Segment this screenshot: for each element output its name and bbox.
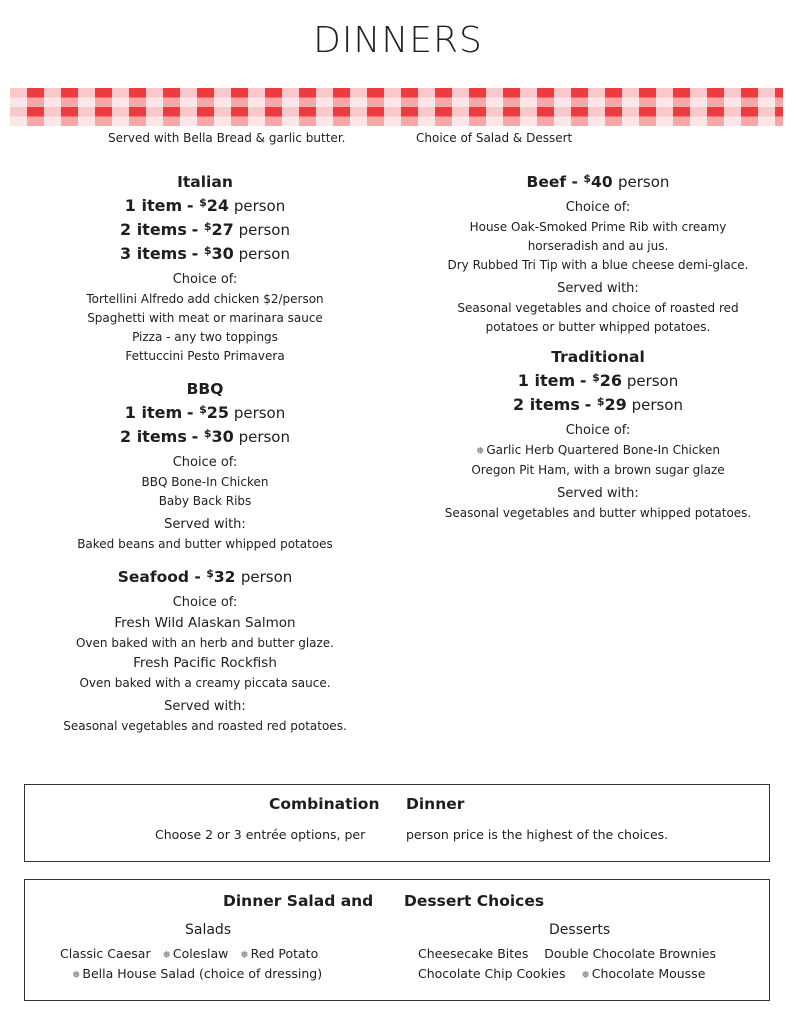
beef-served: potatoes or butter whipped potatoes. bbox=[485, 320, 711, 334]
italian-item: Fettuccini Pesto Primavera bbox=[125, 349, 285, 363]
seafood-served: Seasonal vegetables and roasted red potatoes. bbox=[63, 719, 347, 733]
salads-row-2 bbox=[72, 966, 322, 981]
italian-price-1: 1 item - $24 person bbox=[124, 196, 286, 215]
italian-item: Tortellini Alfredo add chicken $2/person bbox=[86, 292, 324, 306]
bbq-choice-label: Choice of: bbox=[172, 455, 238, 470]
desserts-label: Desserts bbox=[549, 922, 611, 938]
italian-item: Spaghetti with meat or marinara sauce bbox=[87, 311, 323, 325]
seafood-option-name: Fresh Wild Alaskan Salmon bbox=[114, 615, 296, 631]
seafood-heading: Seafood - $32 person bbox=[117, 567, 293, 586]
dessert-item: Chocolate Mousse bbox=[591, 966, 706, 981]
right-column bbox=[400, 171, 796, 523]
seafood-served-label: Served with: bbox=[164, 699, 246, 714]
beef-served-label: Served with: bbox=[557, 281, 639, 296]
italian-item: Pizza - any two toppings bbox=[132, 330, 278, 344]
traditional-item: Oregon Pit Ham, with a brown sugar glaze bbox=[471, 463, 725, 477]
beef-item: Dry Rubbed Tri Tip with a blue cheese demi-glace. bbox=[447, 258, 749, 272]
dessert-item: Chocolate Chip Cookies bbox=[418, 966, 566, 981]
traditional-heading: Traditional bbox=[551, 348, 645, 366]
traditional-choice-label: Choice of: bbox=[565, 423, 631, 438]
italian-heading: Italian bbox=[177, 173, 233, 191]
desserts-row-1 bbox=[418, 946, 716, 961]
traditional-served-label: Served with: bbox=[557, 486, 639, 501]
snowflake-icon: ❅ bbox=[240, 950, 249, 961]
bbq-item: BBQ Bone-In Chicken bbox=[141, 475, 269, 489]
page-title: DINNERS bbox=[313, 20, 483, 61]
intro-right: Choice of Salad & Dessert bbox=[416, 131, 573, 145]
left-column bbox=[20, 171, 390, 736]
beef-served: Seasonal vegetables and choice of roasted red bbox=[457, 301, 739, 315]
combination-box bbox=[24, 784, 770, 862]
salad-item: Bella House Salad (choice of dressing) bbox=[82, 966, 323, 981]
snowflake-icon: ❅ bbox=[581, 970, 590, 981]
seafood-choice-label: Choice of: bbox=[172, 595, 238, 610]
traditional-price-2: 2 items - $29 person bbox=[512, 395, 683, 414]
traditional-served: Seasonal vegetables and butter whipped potatoes. bbox=[444, 506, 752, 520]
seafood-option-desc: Oven baked with an herb and butter glaze. bbox=[75, 636, 334, 650]
dessert-item: Double Chocolate Brownies bbox=[544, 946, 716, 961]
beef-item: horseradish and au jus. bbox=[527, 239, 669, 253]
dessert-item: Cheesecake Bites bbox=[418, 946, 529, 961]
traditional-item: ❅ Garlic Herb Quartered Bone-In Chicken bbox=[475, 443, 720, 457]
combination-heading-b: Dinner bbox=[406, 795, 465, 813]
italian-price-3: 3 items - $30 person bbox=[119, 244, 290, 263]
intro-left: Served with Bella Bread & garlic butter. bbox=[108, 131, 346, 145]
salad-dessert-box bbox=[24, 879, 770, 1001]
combination-heading-a: Combination bbox=[269, 795, 380, 813]
salad-dessert-heading-b: Dessert Choices bbox=[404, 892, 545, 910]
salads-label: Salads bbox=[185, 922, 232, 938]
checkered-banner bbox=[10, 88, 783, 126]
seafood-option-name: Fresh Pacific Rockfish bbox=[133, 655, 277, 671]
italian-price-2: 2 items - $27 person bbox=[119, 220, 290, 239]
snowflake-icon: ❅ bbox=[72, 970, 81, 981]
salad-dessert-heading-a: Dinner Salad and bbox=[223, 892, 374, 910]
salad-item: Red Potato bbox=[250, 946, 319, 961]
bbq-served-label: Served with: bbox=[164, 517, 246, 532]
beef-choice-label: Choice of: bbox=[565, 200, 631, 215]
italian-choice-label: Choice of: bbox=[172, 272, 238, 287]
traditional-price-1: 1 item - $26 person bbox=[517, 371, 679, 390]
seafood-option-desc: Oven baked with a creamy piccata sauce. bbox=[79, 676, 331, 690]
combination-text-a: Choose 2 or 3 entrée options, per bbox=[155, 827, 366, 842]
bbq-heading: BBQ bbox=[186, 380, 224, 398]
bbq-price-2: 2 items - $30 person bbox=[119, 427, 290, 446]
bbq-served: Baked beans and butter whipped potatoes bbox=[77, 537, 333, 551]
combination-text-b: person price is the highest of the choices. bbox=[406, 827, 669, 842]
beef-item: House Oak-Smoked Prime Rib with creamy bbox=[469, 220, 727, 234]
snowflake-icon: ❅ bbox=[162, 950, 171, 961]
desserts-row-2 bbox=[418, 966, 705, 981]
beef-heading: Beef - $40 person bbox=[526, 172, 670, 191]
salad-item: Coleslaw bbox=[172, 946, 229, 961]
snowflake-icon: ❅ bbox=[475, 446, 485, 457]
bbq-item: Baby Back Ribs bbox=[158, 494, 252, 508]
salad-item: Classic Caesar bbox=[60, 946, 151, 961]
bbq-price-1: 1 item - $25 person bbox=[124, 403, 286, 422]
salads-row-1 bbox=[60, 946, 318, 961]
